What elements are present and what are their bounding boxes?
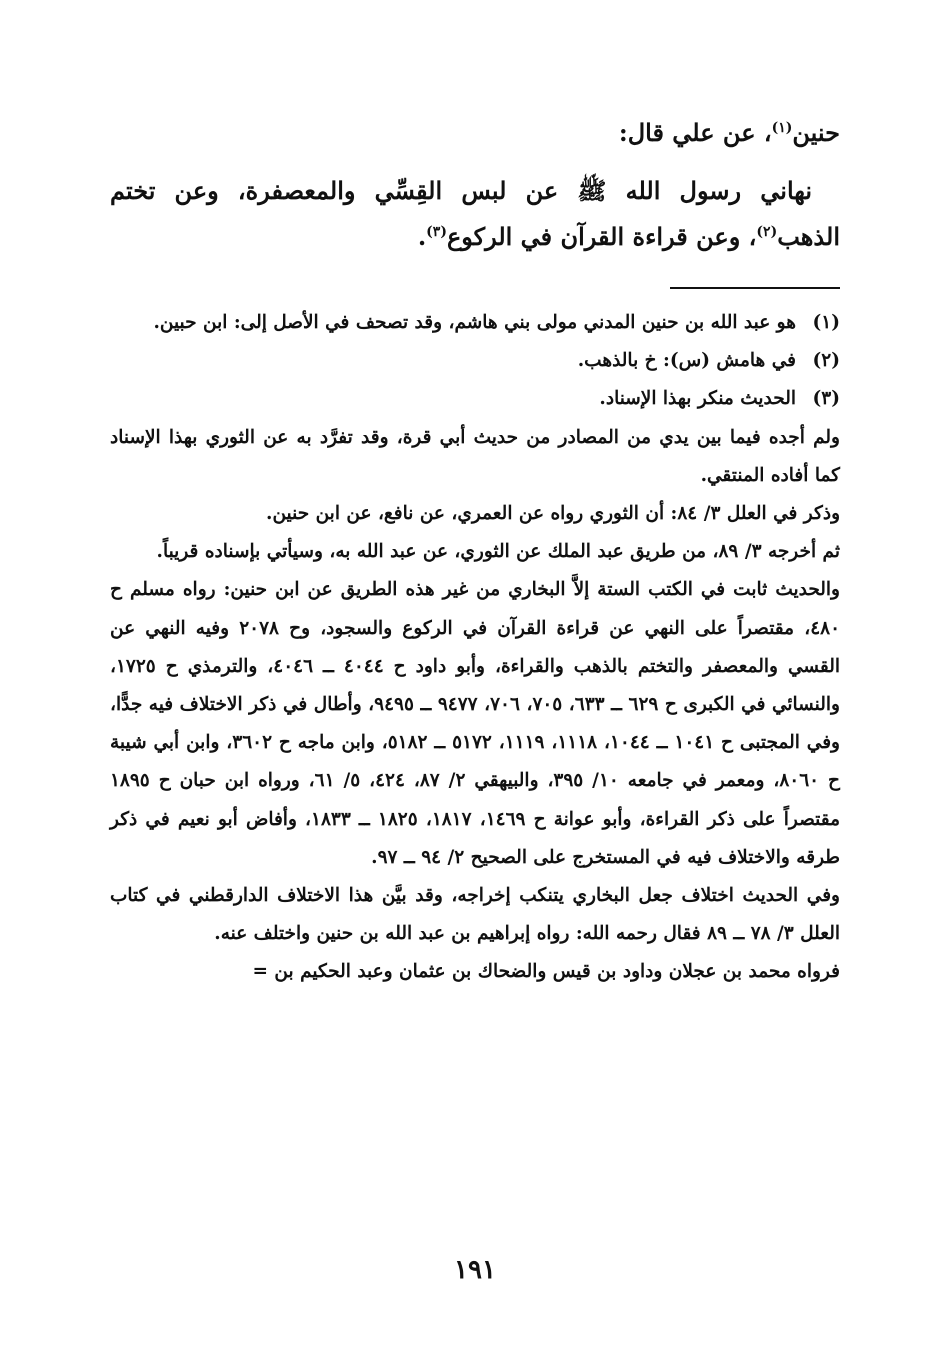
footnote-text: هو عبد الله بن حنين المدني مولى بني هاشم، وقد تصحف في الأصل إلى: ابن حبين. [153,312,796,333]
commentary-paragraph: وذكر في العلل ٣/ ٨٤: أن الثوري رواه عن العمري، عن نافع، عن ابن حنين. [266,503,840,525]
footnote-number: (١) [812,312,840,333]
hadith-text [110,168,840,260]
footnote-text: الحديث منكر بهذا الإسناد. [599,388,796,410]
footnote-text: في هامش (س): خ بالذهب. [577,350,796,372]
footnote-ref-1[interactable]: (١) [771,120,793,136]
hadith-part1: نهاني رسول الله ﷺ عن لبس القِسِّي والمعصفرة، وعن تختم الذهب [110,176,840,251]
book-page [110,0,840,1372]
main-text [110,110,840,260]
footnote-1 [110,304,840,342]
footnote-divider [670,287,840,289]
footnote-ref-2[interactable]: (٢) [756,224,778,240]
hadith-intro [110,110,840,156]
commentary-paragraph: ولم أجده فيما بين يدي من المصادر من حديث أبي قرة، وقد تفرَّد به عن الثوري بهذا الإسناد كما أفاده المنتقي. [110,426,840,486]
footnote-2 [110,342,840,380]
commentary-paragraph: ثم أخرجه ٣/ ٨٩، من طريق عبد الملك عن الثوري، عن عبد الله به، وسيأتي بإسناده قريباً. [156,541,840,563]
page-number: ١٩١ [454,1255,496,1285]
hadith-end: . [417,222,427,251]
footnote-ref-3[interactable]: (٣) [426,224,447,240]
footnote-number: (٢) [812,350,840,372]
intro-rest: ، عن علي قال: [618,118,772,147]
intro-text: حنين [792,118,840,147]
commentary-paragraph: والحديث ثابت في الكتب الستة إلاَّ البخاري من غير هذه الطريق عن ابن حنين: رواه مسلم ح ٤٨٠، مقتصراً على النهي عن قراءة القرآن في الركوع والسجود، وح ٢٠٧٨ وفيه النهي عن القسي والمعصفر والتختم بالذهب والقراءة، وأبو داود ح ٤٠٤٤ ــ ٤٠٤٦، والترمذي ح ١٧٢٥، والنسائي في الكبرى ح ٦٢٩ ــ ٦٣٣، ٧٠٥، ٧٠٦، ٩٤٧٧ ــ ٩٤٩٥، وأطال في ذكر الاختلاف فيه جدًّا، وفي المجتبى ح ١٠٤١ ــ ١٠٤٤، ١١١٨، ١١١٩، ٥١٧٢ ــ ٥١٨٢، وابن ماجه ح ٣٦٠٢، وابن أبي شيبة ح ٨٠٦٠، ومعمر في جامعه ١٠/ ٣٩٥، والبيهقي ٢/ ٨٧، ٤٢٤، ٥/ ٦١، ورواه ابن حبان ح ١٨٩٥ مقتصراً على ذكر القراءة، وأبو عوانة ح ١٤٦٩، ١٨١٧، ١٨٢٥ ــ ١٨٣٣، وأفاض أبو نعيم في ذكر طرقه والاختلاف فيه في المستخرج على الصحيح ٢/ ٩٤ ــ ٩٧. [110,579,841,868]
commentary-paragraph: وفي الحديث اختلاف جعل البخاري يتنكب إخراجه، وقد بيَّن هذا الاختلاف الدارقطني في كتاب العلل ٣/ ٧٨ ــ ٨٩ فقال رحمه الله: رواه إبراهيم بن عبد الله بن حنين واختلف عنه. [110,885,840,945]
footnotes-section [110,304,840,992]
footnote-number: (٣) [812,388,840,410]
hadith-part2: ، وعن قراءة القرآن في الركوع [446,222,757,251]
footnote-3 [110,380,840,418]
commentary-paragraph: فرواه محمد بن عجلان وداود بن قيس والضحاك بن عثمان وعبد الحكيم بن = [252,961,840,983]
